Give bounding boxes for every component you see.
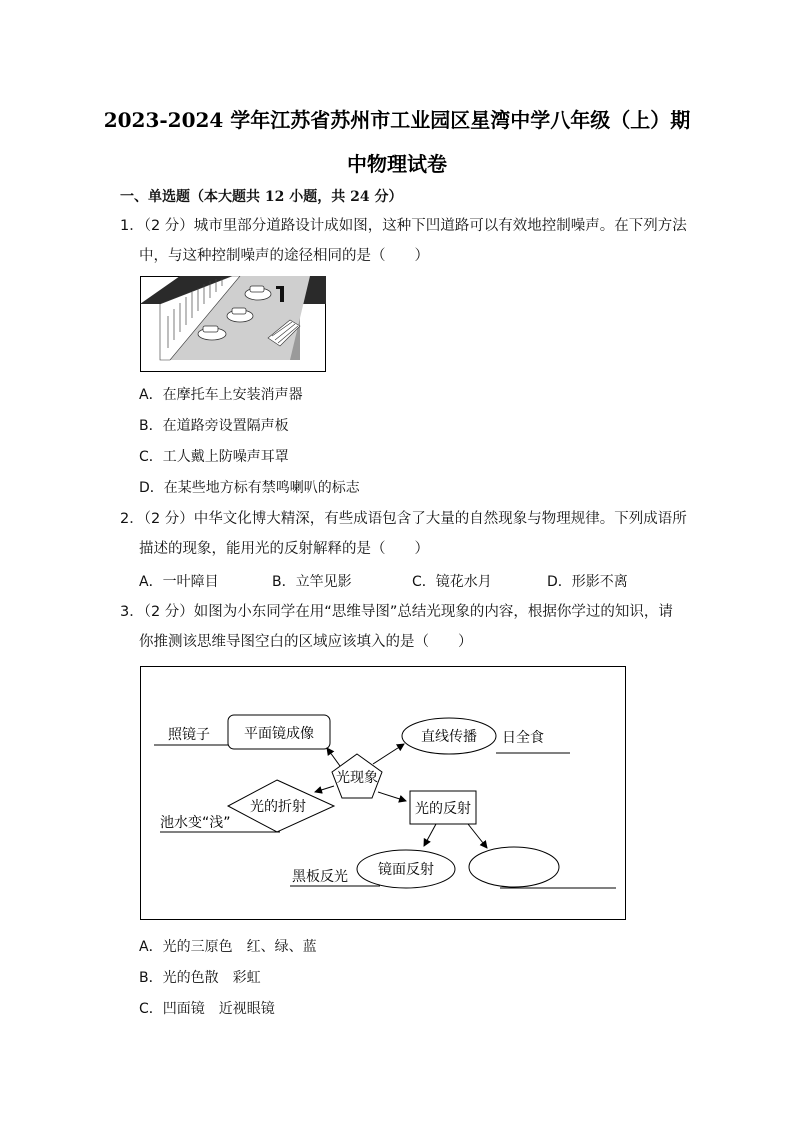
center-label: 光现象 (336, 770, 378, 786)
sunken-road-figure (140, 276, 326, 372)
plane-mirror-example: 照镜子 (168, 727, 210, 743)
q2-option-d[interactable]: D．形影不离 (547, 574, 628, 590)
q2-option-b[interactable]: B．立竿见影 (272, 574, 352, 590)
q2-stem-line-1: 2．（2 分）中华文化博大精深，有些成语包含了大量的自然现象与物理规律。下列成语所 (120, 511, 687, 527)
q1-option-b[interactable]: B．在道路旁设置隔声板 (139, 418, 289, 434)
blank-node (469, 847, 559, 887)
specular-reflection-example: 黑板反光 (292, 869, 348, 885)
specular-reflection-label: 镜面反射 (378, 862, 434, 878)
q2-stem-line-2: 描述的现象，能用光的反射解释的是（ ） (139, 541, 429, 557)
q3-stem-line-1: 3．（2 分）如图为小东同学在用“思维导图”总结光现象的内容，根据你学过的知识，请 (120, 604, 673, 620)
refraction-label: 光的折射 (250, 799, 306, 815)
plane-mirror-label: 平面镜成像 (244, 726, 314, 742)
q1-option-c[interactable]: C．工人戴上防噪声耳罩 (139, 449, 289, 465)
straight-propagation-label: 直线传播 (421, 729, 477, 745)
q1-stem-line-2: 中，与这种控制噪声的途径相同的是（ ） (139, 248, 429, 264)
refraction-example: 池水变“浅” (160, 815, 231, 831)
q3-option-a[interactable]: A．光的三原色 红、绿、蓝 (139, 939, 317, 955)
q1-stem-line-1: 1．（2 分）城市里部分道路设计成如图，这种下凹道路可以有效地控制噪声。在下列方法 (120, 218, 687, 234)
q1-option-d[interactable]: D．在某些地方标有禁鸣喇叭的标志 (139, 480, 360, 496)
q1-option-a[interactable]: A．在摩托车上安装消声器 (139, 387, 303, 403)
q3-option-c[interactable]: C．凹面镜 近视眼镜 (139, 1001, 275, 1017)
q2-option-a[interactable]: A．一叶障目 (139, 574, 219, 590)
page-title-line-2: 中物理试卷 (347, 152, 447, 176)
page-title-line-1: 2023-2024 学年江苏省苏州市工业园区星湾中学八年级（上）期 (103, 108, 691, 132)
q2-option-c[interactable]: C．镜花水月 (412, 574, 492, 590)
q3-stem-line-2: 你推测该思维导图空白的区域应该填入的是（ ） (139, 634, 473, 650)
mind-map-figure (140, 666, 626, 920)
section-heading: 一、单选题（本大题共 12 小题，共 24 分） (120, 189, 403, 205)
reflection-label: 光的反射 (415, 801, 471, 817)
q3-option-b[interactable]: B．光的色散 彩虹 (139, 970, 261, 986)
straight-propagation-example: 日全食 (502, 730, 544, 746)
